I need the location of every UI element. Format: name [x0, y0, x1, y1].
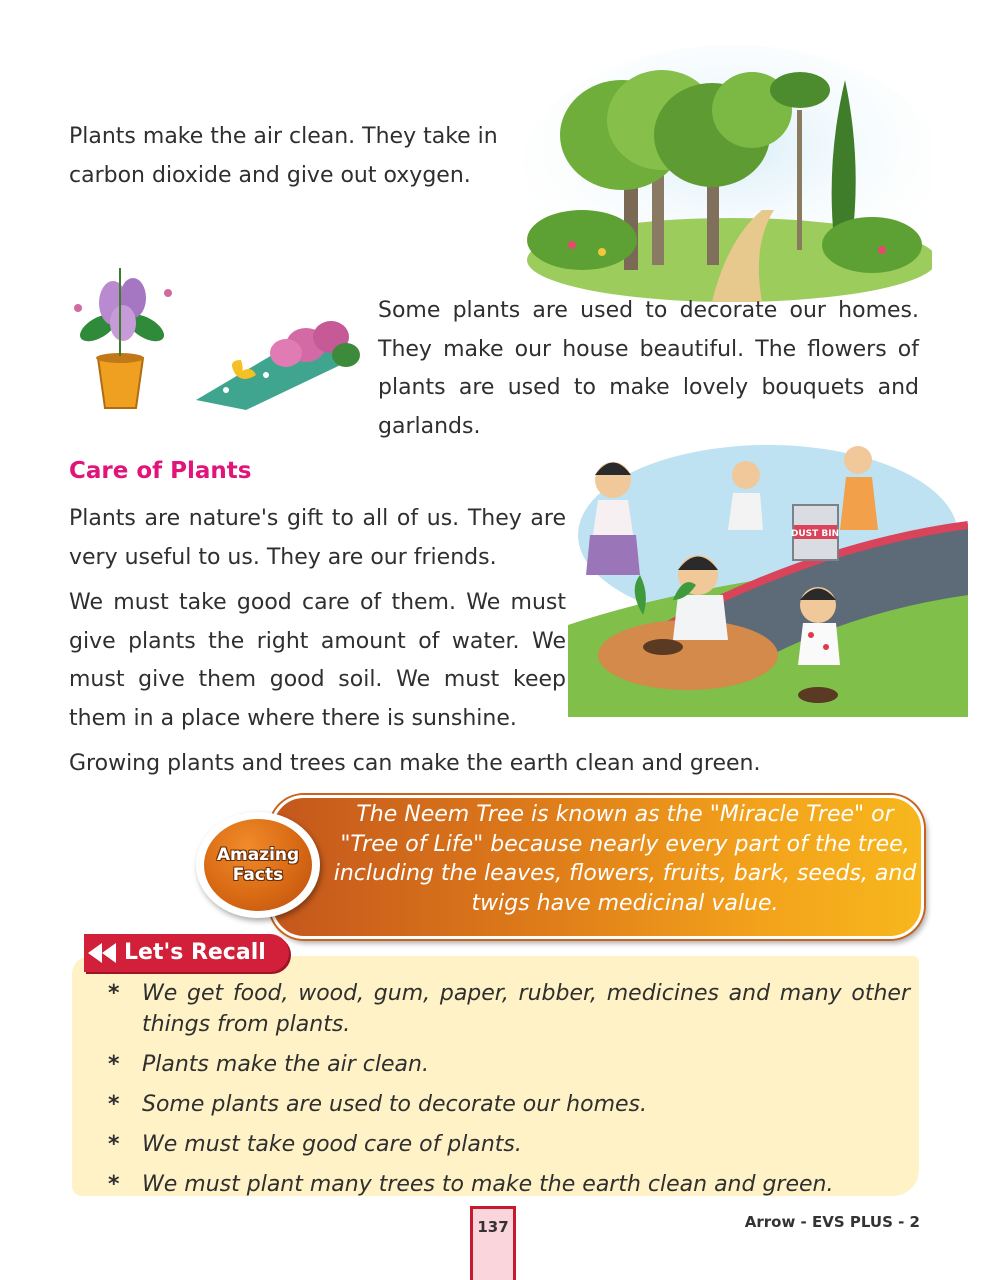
- bullet-star: *: [108, 1172, 120, 1197]
- decorate-paragraph: Some plants are used to decorate our homes. They make our house beautiful. The flowers of plants are used to make lovely bouquets and garlands.: [378, 298, 919, 439]
- bullet-star: *: [108, 1052, 120, 1077]
- list-item: [100, 1089, 910, 1120]
- amazing-facts-text: The Neem Tree is known as the "Miracle Tree" or "Tree of Life" because nearly every part of the tree, including the leaves, flowers, fruits, bark, seeds, and twigs have medicinal value.: [333, 802, 917, 916]
- recall-item-text: We get food, wood, gum, paper, rubber, medicines and many other things from plants.: [142, 981, 910, 1037]
- recall-title: Let's Recall: [124, 940, 266, 965]
- recall-item-text: We must take good care of plants.: [142, 1132, 522, 1157]
- flower-pot-illustration: [58, 248, 183, 413]
- list-item: [100, 1169, 910, 1200]
- children-planting-illustration: [568, 425, 968, 717]
- double-chevron-left-icon: [86, 941, 120, 965]
- bullet-star: *: [108, 1132, 120, 1157]
- badge-line-2: Facts: [232, 865, 284, 885]
- page-number: 137: [477, 1218, 509, 1236]
- bouquet-illustration: [186, 305, 376, 410]
- dustbin-label: DUST BIN: [790, 529, 840, 539]
- list-item: [100, 978, 910, 1040]
- bullet-star: *: [108, 981, 120, 1006]
- care-paragraph-2: We must take good care of them. We must give plants the right amount of water. We must give them good soil. We must keep them in a place where there is sunshine.: [69, 590, 566, 731]
- recall-list: [100, 978, 910, 1209]
- list-item: [100, 1129, 910, 1160]
- amazing-facts-badge: [196, 812, 320, 918]
- care-paragraph-3: Growing plants and trees can make the earth clean and green.: [69, 751, 761, 776]
- care-paragraph-1: Plants are nature's gift to all of us. They are very useful to us. They are our friends.: [69, 506, 566, 570]
- recall-item-text: Plants make the air clean.: [142, 1052, 429, 1077]
- list-item: [100, 1049, 910, 1080]
- book-title: Arrow - EVS PLUS - 2: [744, 1213, 920, 1231]
- air-clean-paragraph: Plants make the air clean. They take in carbon dioxide and give out oxygen.: [69, 124, 498, 188]
- recall-item-text: Some plants are used to decorate our homes.: [142, 1092, 648, 1117]
- bullet-star: *: [108, 1092, 120, 1117]
- care-of-plants-heading: Care of Plants: [69, 458, 252, 484]
- forest-illustration: [512, 40, 932, 302]
- recall-item-text: We must plant many trees to make the earth clean and green.: [142, 1172, 834, 1197]
- badge-line-1: Amazing: [216, 845, 300, 865]
